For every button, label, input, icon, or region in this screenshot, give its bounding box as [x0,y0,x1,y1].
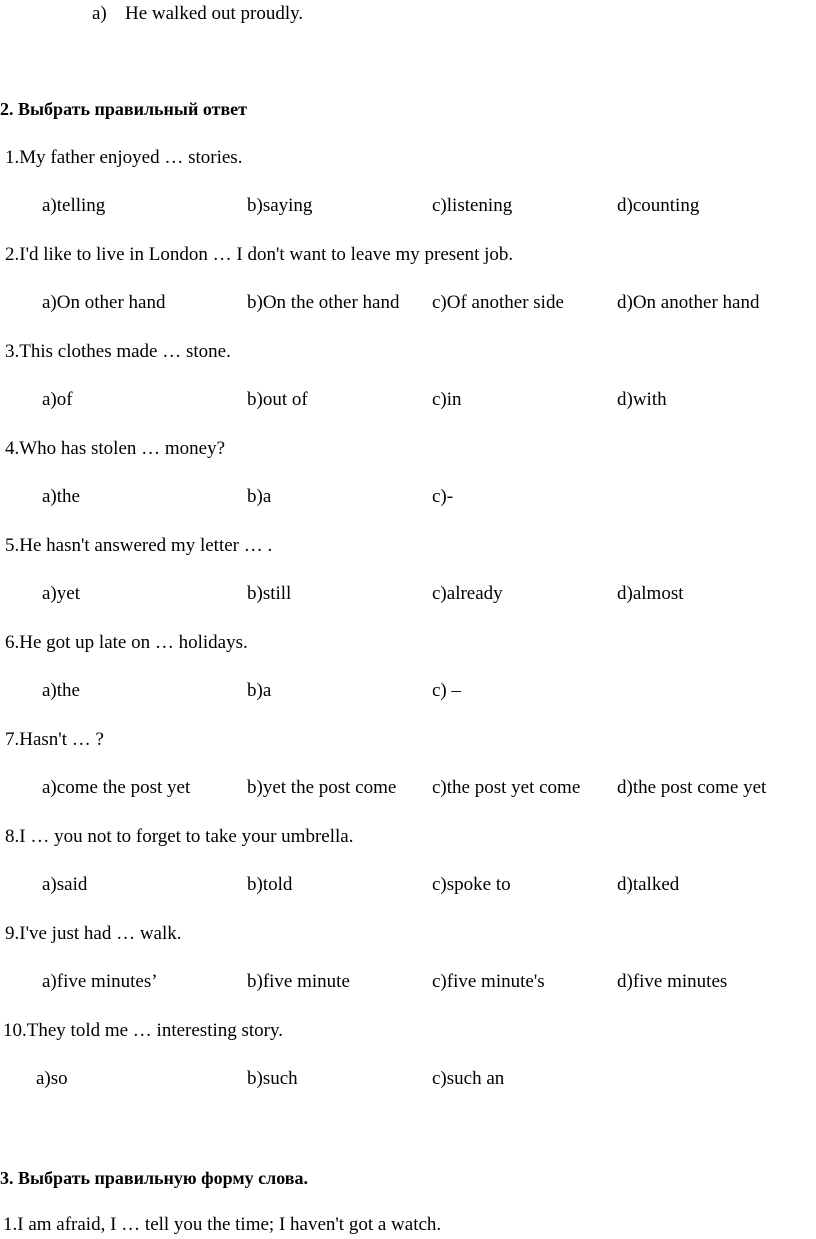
q2-option-c: c)Of another side [432,292,564,313]
q5-option-a: a)yet [42,583,80,604]
section3-heading: 3. Выбрать правильную форму слова. [0,1168,308,1188]
question-4: 4.Who has stolen … money? [5,438,226,459]
question-6: 6.He got up late on … holidays. [5,632,248,653]
q3-option-b: b)out of [247,389,308,410]
q8-option-d: d)talked [617,874,680,895]
q6-option-a: a)the [42,680,80,701]
q10-option-c: c)such an [432,1068,505,1089]
q6-option-b: b)a [247,680,272,701]
q8-option-b: b)told [247,874,293,895]
q9-option-b: b)five minute [247,971,350,992]
q5-option-b: b)still [247,583,292,604]
question-5: 5.He hasn't answered my letter … . [5,535,273,556]
intro-marker: a) [92,3,107,24]
question-9: 9.I've just had … walk. [5,923,182,944]
section2-heading: 2. Выбрать правильный ответ [0,99,248,119]
q9-option-a: a)five minutes’ [42,971,158,992]
q1-option-b: b)saying [247,195,313,216]
question-10: 10.They told me … interesting story. [3,1020,284,1041]
question-8: 8.I … you not to forget to take your umbrella. [5,826,354,847]
q3-option-d: d)with [617,389,667,410]
q9-option-c: c)five minute's [432,971,545,992]
q1-option-c: c)listening [432,195,513,216]
q8-option-a: a)said [42,874,88,895]
q5-option-d: d)almost [617,583,684,604]
q2-option-a: a)On other hand [42,292,166,313]
q1-option-d: d)counting [617,195,700,216]
q7-option-a: a)come the post yet [42,777,191,798]
q3-option-a: a)of [42,389,73,410]
q10-option-a: a)so [36,1068,68,1089]
q8-option-c: c)spoke to [432,874,511,895]
question-7: 7.Hasn't … ? [5,729,104,750]
q2-option-b: b)On the other hand [247,292,400,313]
q1-option-a: a)telling [42,195,106,216]
question-3: 3.This clothes made … stone. [5,341,231,362]
question-1: 1.My father enjoyed … stories. [5,147,243,168]
section3-question-1: 1.I am afraid, I … tell you the time; I haven't got a watch. [3,1214,442,1235]
intro-text: He walked out proudly. [125,3,304,24]
q10-option-b: b)such [247,1068,298,1089]
q7-option-c: c)the post yet come [432,777,581,798]
q3-option-c: c)in [432,389,462,410]
q4-option-b: b)a [247,486,272,507]
q4-option-a: a)the [42,486,80,507]
question-2: 2.I'd like to live in London … I don't want to leave my present job. [5,244,514,265]
q5-option-c: c)already [432,583,503,604]
q4-option-c: c)- [432,486,454,507]
q9-option-d: d)five minutes [617,971,728,992]
q7-option-d: d)the post come yet [617,777,767,798]
q7-option-b: b)yet the post come [247,777,397,798]
q6-option-c: c) – [432,680,462,701]
q2-option-d: d)On another hand [617,292,760,313]
